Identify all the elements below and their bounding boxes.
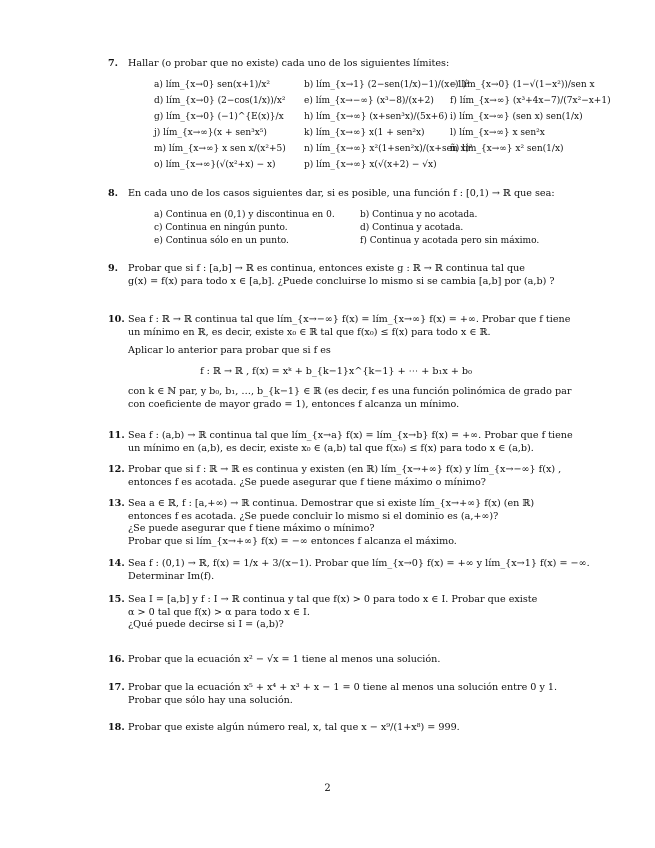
- problem-text: Probar que sólo hay una solución.: [128, 694, 293, 706]
- problem-intro: En cada uno de los casos siguientes dar, si es posible, una función f : [0,1) → ℝ que sea:: [128, 188, 555, 199]
- problem-number: 9.: [108, 263, 119, 274]
- problem-number: 12.: [108, 464, 125, 475]
- problem-7: [108, 58, 611, 173]
- problem-text: α > 0 tal que f(x) > α para todo x ∈ I.: [128, 606, 310, 618]
- problem-text: Sea I = [a,b] y f : I → ℝ continua y tal que f(x) > 0 para todo x ∈ I. Probar que existe: [128, 594, 538, 605]
- problem-text: un mínimo en ℝ, es decir, existe x₀ ∈ ℝ tal que f(x₀) ≤ f(x) para todo x ∈ ℝ.: [128, 326, 491, 338]
- limit-item: g) lím_{x→0} (−1)^{E(x)}/x: [154, 111, 284, 122]
- problem-number: 16.: [108, 654, 125, 665]
- problem-9: [108, 263, 555, 288]
- problem-8: [108, 188, 555, 247]
- cases-grid: [154, 207, 544, 247]
- limit-item: m) lím_{x→∞} x sen x/(x²+5): [154, 143, 286, 154]
- problem-text: Probar que si f : [a,b] → ℝ es continua, entonces existe g : ℝ → ℝ continua tal que: [128, 263, 525, 274]
- limits-grid: [154, 77, 611, 173]
- problem-18: [108, 722, 544, 735]
- problem-text: Probar que si lím_{x→+∞} f(x) = −∞ entonces f alcanza el máximo.: [128, 535, 457, 547]
- limit-item: o) lím_{x→∞}(√(x²+x) − x): [154, 159, 276, 170]
- page-number: 2: [324, 783, 331, 794]
- limit-item: k) lím_{x→∞} x(1 + sen²x): [304, 127, 425, 138]
- problem-text: Sea f : (a,b) → ℝ continua tal que lím_{x→a} f(x) = lím_{x→b} f(x) = +∞. Probar que f tiene: [128, 430, 573, 441]
- problem-number: 8.: [108, 188, 119, 199]
- problem-text: Sea f : ℝ → ℝ continua tal que lím_{x→−∞} f(x) = lím_{x→∞} f(x) = +∞. Probar que f tiene: [128, 314, 571, 325]
- problem-text: Sea a ∈ ℝ, f : [a,+∞) → ℝ continua. Demostrar que si existe lím_{x→+∞} f(x) (en ℝ): [128, 498, 535, 509]
- problem-number: 14.: [108, 558, 125, 569]
- problem-text: ¿Qué puede decirse si I = (a,b)?: [128, 619, 284, 631]
- problem-15: [108, 594, 544, 632]
- limit-item: c) lím_{x→0} (1−√(1−x²))/sen x: [450, 79, 595, 90]
- problem-text: ¿Se puede asegurar que f tiene máximo o mínimo?: [128, 523, 375, 535]
- problem-number: 11.: [108, 430, 125, 441]
- problem-text: Probar que la ecuación x² − √x = 1 tiene al menos una solución.: [128, 654, 441, 665]
- limit-item: b) lím_{x→1} (2−sen(1/x)−1)/(x−1)²: [304, 79, 470, 90]
- limit-item: a) lím_{x→0} sen(x+1)/x²: [154, 79, 271, 90]
- problem-text: Sea f : (0,1) → ℝ, f(x) = 1/x + 3/(x−1). Probar que lím_{x→0} f(x) = +∞ y lím_{x→1} f(x) = −∞.: [128, 558, 590, 569]
- limit-item: f) lím_{x→∞} (x³+4x−7)/(7x²−x+1): [450, 95, 611, 106]
- limit-item: d) lím_{x→0} (2−cos(1/x))/x²: [154, 95, 286, 106]
- problem-11: [108, 430, 573, 455]
- problem-16: [108, 654, 544, 667]
- polynomial-formula: f : ℝ → ℝ , f(x) = xᵏ + b_{k−1}x^{k−1} + ⋯ + b₁x + b₀: [200, 365, 472, 377]
- problem-12: [108, 464, 562, 489]
- limit-item: l) lím_{x→∞} x sen²x: [450, 127, 545, 138]
- case-item: c) Continua en ningún punto.: [154, 222, 288, 233]
- case-item: e) Continua sólo en un punto.: [154, 235, 289, 246]
- limit-item: h) lím_{x→∞} (x+sen³x)/(5x+6): [304, 111, 448, 122]
- case-item: d) Continua y acotada.: [360, 222, 464, 233]
- problem-number: 7.: [108, 58, 119, 69]
- problem-number: 18.: [108, 722, 125, 733]
- case-item: f) Continua y acotada pero sin máximo.: [360, 235, 540, 246]
- problem-14: [108, 558, 590, 583]
- problem-text: con coeficiente de mayor grado = 1), entonces f alcanza un mínimo.: [128, 398, 460, 410]
- problem-number: 15.: [108, 594, 125, 605]
- problem-text: entonces f es acotada. ¿Se puede concluir lo mismo si el dominio es (a,+∞)?: [128, 510, 499, 522]
- case-item: b) Continua y no acotada.: [360, 209, 478, 220]
- problem-text: Probar que la ecuación x⁵ + x⁴ + x³ + x − 1 = 0 tiene al menos una solución entre 0 y 1.: [128, 682, 558, 693]
- problem-text: Determinar Im(f).: [128, 570, 215, 582]
- problem-text: Probar que existe algún número real, x, tal que x − x⁹/(1+x⁸) = 999.: [128, 722, 460, 733]
- problem-text: entonces f es acotada. ¿Se puede asegurar que f tiene máximo o mínimo?: [128, 476, 486, 488]
- problem-text: Aplicar lo anterior para probar que si f es: [128, 345, 331, 357]
- limit-item: i) lím_{x→∞} (sen x) sen(1/x): [450, 111, 583, 122]
- limit-item: j) lím_{x→∞}(x + sen³x⁵): [154, 127, 267, 138]
- limit-item: e) lím_{x→−∞} (x³−8)/(x+2): [304, 95, 434, 106]
- problem-text: un mínimo en (a,b), es decir, existe x₀ ∈ (a,b) tal que f(x₀) ≤ f(x) para todo x ∈ (a,b).: [128, 442, 534, 454]
- problem-intro: Hallar (o probar que no existe) cada uno de los siguientes límites:: [128, 58, 450, 69]
- limit-item: n) lím_{x→∞} x²(1+sen²x)/(x+sen x)²: [304, 143, 473, 154]
- limit-item: p) lím_{x→∞} x(√(x+2) − √x): [304, 159, 437, 170]
- problem-number: 13.: [108, 498, 125, 509]
- problem-text: g(x) = f(x) para todo x ∈ [a,b]. ¿Puede concluirse lo mismo si se cambia [a,b] por (a,b) ?: [128, 275, 555, 287]
- problem-13: [108, 498, 544, 548]
- problem-text: Probar que si f : ℝ → ℝ es continua y existen (en ℝ) lím_{x→+∞} f(x) y lím_{x→−∞} f(x) ,: [128, 464, 562, 475]
- problem-17: [108, 682, 558, 707]
- problem-text: con k ∈ ℕ par, y b₀, b₁, …, b_{k−1} ∈ ℝ (es decir, f es una función polinómica de grado par: [128, 386, 572, 398]
- case-item: a) Continua en (0,1) y discontinua en 0.: [154, 209, 335, 220]
- limit-item: ñ) lím_{x→∞} x² sen(1/x): [450, 143, 564, 154]
- problem-number: 17.: [108, 682, 125, 693]
- problem-number: 10.: [108, 314, 125, 325]
- problem-10: [108, 314, 572, 412]
